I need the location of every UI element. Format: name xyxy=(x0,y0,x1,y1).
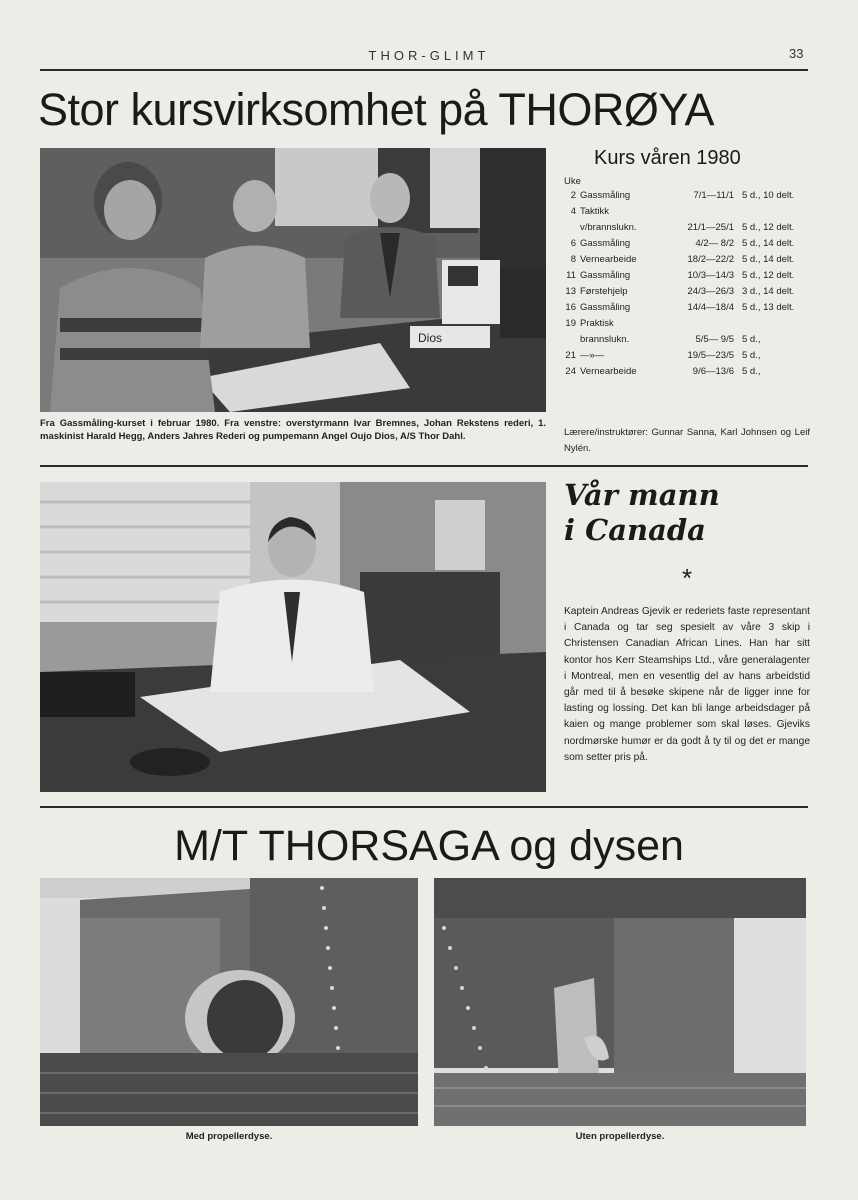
article-canada-body: Kaptein Andreas Gjevik er rederiets faste representant i Canada og tar seg spesielt av våre 3 skip i Christensen Canadian African Lines. Han har sitt kontor hos Kerr Steamships Ltd., våre generalagenter i Montreal, men en vesentlig del av hans arbeidstid går med til å besøke skipene når de ligger inne for lasting og lossing. Det kan bli lange arbeidsdager på kaien og mange problemer som skal løses. Gjeviks nordmørske humør er da godt å ty til og det er mange som setter pris på. xyxy=(564,606,810,763)
course-dates: 4/2— 8/2 xyxy=(695,238,734,249)
headline-thorsaga: M/T THORSAGA og dysen xyxy=(174,822,684,870)
page-number: 33 xyxy=(789,46,804,61)
course-week: 2 xyxy=(570,190,576,201)
course-duration: 5 d., 14 delt. xyxy=(742,254,795,265)
course-row xyxy=(562,364,812,380)
course-name: —»— xyxy=(580,350,605,361)
course-duration: 5 d., 13 delt. xyxy=(742,302,795,313)
photo-sign-text: Dios xyxy=(418,331,443,345)
course-week: 24 xyxy=(565,366,576,377)
course-dates xyxy=(670,204,742,220)
course-name: Praktisk xyxy=(580,318,614,329)
course-schedule-table xyxy=(562,188,812,380)
section-rule-2 xyxy=(40,806,808,808)
course-name: v/brannslukn. xyxy=(580,222,637,233)
course-row xyxy=(562,332,812,348)
headline-canada-line1: Vår mann xyxy=(564,478,720,512)
photo-without-propeller-nozzle-art xyxy=(434,878,806,1126)
section-rule-1 xyxy=(40,465,808,467)
photo-course-participants-art xyxy=(40,148,546,412)
course-week: 4 xyxy=(570,206,576,217)
course-dates: 21/1—25/1 xyxy=(687,222,734,233)
photo-caption-courses: Fra Gassmåling-kurset i februar 1980. Fra venstre: overstyrmann Ivar Bremnes, Johan Rekstens rederi, 1. maskinist Harald Hegg, Anders Jahres Rederi og pumpemann Angel Oujo Dios, A/S Thor Dahl. xyxy=(40,418,546,442)
course-week: 21 xyxy=(565,350,576,361)
course-duration: 5 d., 10 delt. xyxy=(742,190,795,201)
photo-with-propeller-nozzle xyxy=(40,878,418,1126)
course-week: 8 xyxy=(570,254,576,265)
course-teachers: Lærere/instruktører: Gunnar Sanna, Karl Johnsen og Leif Nylén. xyxy=(564,427,810,454)
course-row xyxy=(562,220,812,236)
course-week: 6 xyxy=(570,238,576,249)
course-duration xyxy=(742,204,812,220)
header-rule xyxy=(40,69,808,71)
course-schedule-body xyxy=(562,188,812,380)
course-dates: 10/3—14/3 xyxy=(687,270,734,281)
course-week xyxy=(562,332,580,348)
running-head: THOR-GLIMT xyxy=(368,48,490,63)
headline-canada xyxy=(564,478,810,548)
course-row xyxy=(562,284,812,300)
course-dates: 19/5—23/5 xyxy=(687,350,734,361)
asterisk-ornament: * xyxy=(681,563,693,593)
course-row xyxy=(562,236,812,252)
course-name: Førstehjelp xyxy=(580,286,628,297)
course-name: Vernearbeide xyxy=(580,366,637,377)
course-duration xyxy=(742,316,812,332)
course-dates: 14/4—18/4 xyxy=(687,302,734,313)
course-dates: 9/6—13/6 xyxy=(692,366,734,377)
course-week: 11 xyxy=(566,270,576,281)
course-duration: 3 d., 14 delt. xyxy=(742,286,795,297)
course-name: Gassmåling xyxy=(580,238,631,249)
course-dates: 24/3—26/3 xyxy=(687,286,734,297)
headline-courses: Stor kursvirksomhet på THORØYA xyxy=(38,84,715,135)
photo-course-participants xyxy=(40,148,546,412)
course-row xyxy=(562,316,812,332)
course-name: Gassmåling xyxy=(580,302,631,313)
course-duration: 5 d., 14 delt. xyxy=(742,238,795,249)
photo-caption-without-nozzle: Uten propellerdyse. xyxy=(575,1131,665,1142)
course-duration: 5 d., xyxy=(742,366,761,377)
course-week: 19 xyxy=(565,318,576,329)
course-name: Vernearbeide xyxy=(580,254,637,265)
course-dates: 18/2—22/2 xyxy=(687,254,734,265)
course-name: Taktikk xyxy=(580,206,610,217)
photo-representative-office xyxy=(40,482,546,792)
course-row xyxy=(562,268,812,284)
course-duration: 5 d., 12 delt. xyxy=(742,222,795,233)
course-schedule-title: Kurs våren 1980 xyxy=(594,147,741,169)
course-week: 16 xyxy=(565,302,576,313)
course-duration: 5 d., 12 delt. xyxy=(742,270,795,281)
course-week: 13 xyxy=(565,286,576,297)
course-duration: 5 d., xyxy=(742,350,761,361)
course-row xyxy=(562,204,812,220)
course-dates: 5/5— 9/5 xyxy=(695,334,734,345)
photo-with-propeller-nozzle-art xyxy=(40,878,418,1126)
course-row xyxy=(562,188,812,204)
course-week xyxy=(562,220,580,236)
photo-representative-office-art xyxy=(40,482,546,792)
course-row xyxy=(562,348,812,364)
photo-without-propeller-nozzle xyxy=(434,878,806,1126)
course-dates xyxy=(670,316,742,332)
course-week-label: Uke xyxy=(564,176,581,187)
course-name: brannslukn. xyxy=(580,334,630,345)
course-name: Gassmåling xyxy=(580,190,631,201)
photo-caption-with-nozzle: Med propellerdyse. xyxy=(185,1131,273,1142)
course-dates: 7/1—11/1 xyxy=(693,190,734,201)
course-duration: 5 d., xyxy=(742,334,761,345)
course-row xyxy=(562,252,812,268)
headline-canada-line2: i Canada xyxy=(564,513,706,547)
course-row xyxy=(562,300,812,316)
course-name: Gassmåling xyxy=(580,270,631,281)
